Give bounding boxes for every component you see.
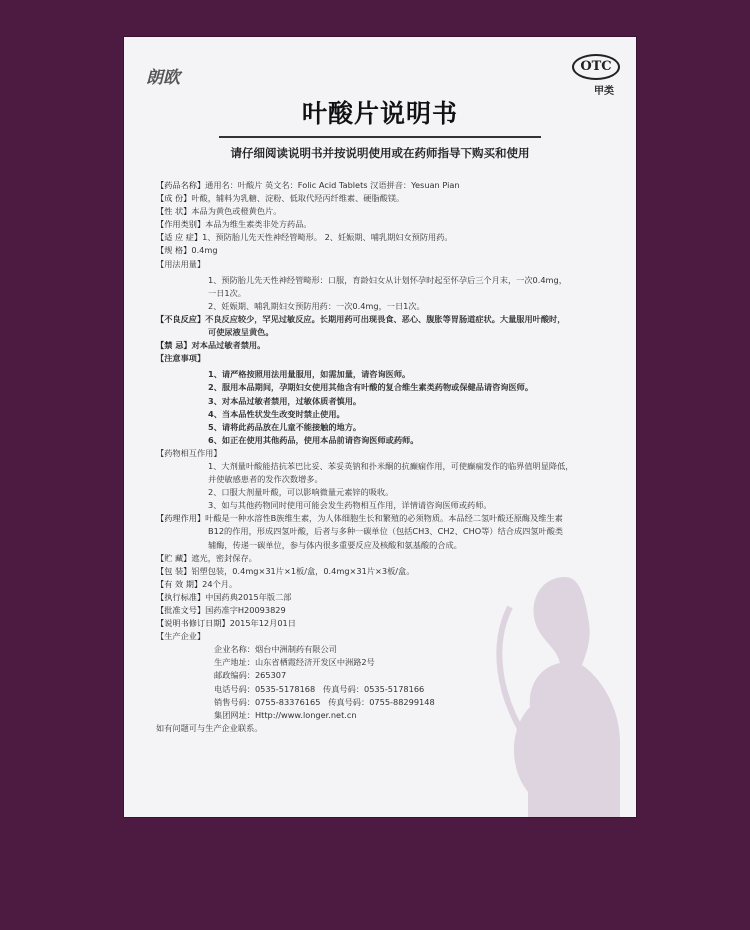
interaction-line: 2、口服大剂量叶酸，可以影响微量元素锌的吸收。 bbox=[208, 487, 394, 498]
interaction-line: 1、大剂量叶酸能拮抗苯巴比妥、苯妥英钠和扑米酮的抗癫痫作用，可使癫痫发作的临界值明显降低， bbox=[208, 460, 574, 471]
document-title: 叶酸片说明书 bbox=[301, 99, 458, 128]
contraindications-row: 【禁 忌】对本品过敏者禁用。 bbox=[156, 340, 266, 351]
revision-row: 【说明书修订日期】2015年12月01日 bbox=[156, 618, 296, 629]
package-row: 【包 装】铝塑包装，0.4mg×31片×1板/盒，0.4mg×31片×3板/盒。 bbox=[156, 565, 415, 576]
usage-notice: 请仔细阅读说明书并按说明使用或在药师指导下购买和使用 bbox=[230, 146, 530, 160]
manufacturer-heading: 【生产企业】 bbox=[156, 631, 206, 642]
leaflet-sheet bbox=[124, 37, 636, 817]
brand-logo: 朗欧 bbox=[146, 68, 180, 88]
address-row: 生产地址：山东省栖霞经济开发区中洲路2号 bbox=[214, 657, 375, 668]
otc-badge: OTC bbox=[572, 54, 620, 80]
footer-note: 如有问题可与生产企业联系。 bbox=[156, 722, 263, 733]
interaction-line: 3、如与其他药物同时使用可能会发生药物相互作用，详情请咨询医师或药师。 bbox=[208, 500, 492, 511]
adverse-row: 【不良反应】不良反应较少，罕见过敏反应。长期用药可出现畏食、恶心、腹胀等胃肠道症状。大量服用叶酸时， bbox=[156, 313, 566, 324]
interactions-heading: 【药物相互作用】 bbox=[156, 447, 222, 458]
precaution-line: 2、服用本品期间，孕期妇女使用其他含有叶酸的复合维生素类药物或保健品请咨询医师。 bbox=[208, 382, 534, 393]
precautions-heading: 【注意事项】 bbox=[156, 353, 206, 364]
spec-row: 【规 格】0.4mg bbox=[156, 245, 218, 256]
precaution-line: 4、当本品性状发生改变时禁止使用。 bbox=[208, 408, 345, 419]
indications-row: 【适 应 症】1、预防胎儿先天性神经管畸形。 2、妊娠期、哺乳期妇女预防用药。 bbox=[156, 232, 453, 243]
appearance-row: 【性 状】本品为黄色或橙黄色片。 bbox=[156, 206, 282, 217]
phone-row: 电话号码：0535-5178168 传真号码：0535-5178166 bbox=[214, 683, 425, 694]
pharmacology-row: 【药理作用】叶酸是一种水溶性B族维生素，为人体细胞生长和繁殖的必须物质。本品经二氢叶酸还原酶及维生素 bbox=[156, 513, 563, 524]
interaction-line: 并使敏感患者的发作次数增多。 bbox=[208, 474, 323, 485]
sales-row: 销售号码：0755-83376165 传真号码：0755-88299148 bbox=[214, 696, 435, 707]
dosage-line: 2、妊娠期、哺乳期妇女预防用药：一次0.4mg，一日1次。 bbox=[208, 300, 425, 311]
adverse-cont: 可使尿液呈黄色。 bbox=[208, 327, 274, 338]
dosage-line: 一日1次。 bbox=[208, 287, 246, 298]
postcode-row: 邮政编码：265307 bbox=[214, 670, 287, 681]
website-row: 集团网址：Http://www.longer.net.cn bbox=[214, 709, 357, 720]
validity-row: 【有 效 期】24个月。 bbox=[156, 578, 238, 589]
ingredients-row: 【成 份】叶酸，辅料为乳糖、淀粉、低取代羟丙纤维素、硬脂酸镁。 bbox=[156, 193, 405, 204]
precaution-line: 1、请严格按照用法用量服用，如需加量，请咨询医师。 bbox=[208, 369, 411, 380]
dosage-line: 1、预防胎儿先天性神经管畸形：口服，育龄妇女从计划怀孕时起至怀孕后三个月末，一次0.4mg， bbox=[208, 274, 567, 285]
dosage-heading: 【用法用量】 bbox=[156, 258, 206, 269]
otc-category: 甲类 bbox=[594, 86, 614, 97]
standard-row: 【执行标准】中国药典2015年版二部 bbox=[156, 591, 292, 602]
storage-row: 【贮 藏】遮光，密封保存。 bbox=[156, 552, 257, 563]
leaflet-body bbox=[156, 179, 626, 735]
pharmacology-cont: B12的作用，形成四氢叶酸，后者与多种一碳单位（包括CH3、CH2、CHO等）结合成四氢叶酸类 bbox=[208, 526, 564, 537]
precaution-line: 3、对本品过敏者禁用，过敏体质者慎用。 bbox=[208, 395, 362, 406]
drug-name-row: 【药品名称】通用名：叶酸片 英文名：Folic Acid Tablets 汉语拼音：Yesuan Pian bbox=[156, 180, 460, 190]
pharmacology-cont: 辅酶，传递一碳单位，参与体内很多重要反应及核酸和氨基酸的合成。 bbox=[208, 539, 462, 550]
company-row: 企业名称：烟台中洲制药有限公司 bbox=[214, 644, 337, 655]
approval-row: 【批准文号】国药准字H20093829 bbox=[156, 605, 286, 615]
title-divider bbox=[219, 136, 541, 138]
category-row: 【作用类别】本品为维生素类非处方药品。 bbox=[156, 219, 312, 230]
precaution-line: 6、如正在使用其他药品，使用本品前请咨询医师或药师。 bbox=[208, 434, 419, 445]
precaution-line: 5、请将此药品放在儿童不能接触的地方。 bbox=[208, 421, 362, 432]
